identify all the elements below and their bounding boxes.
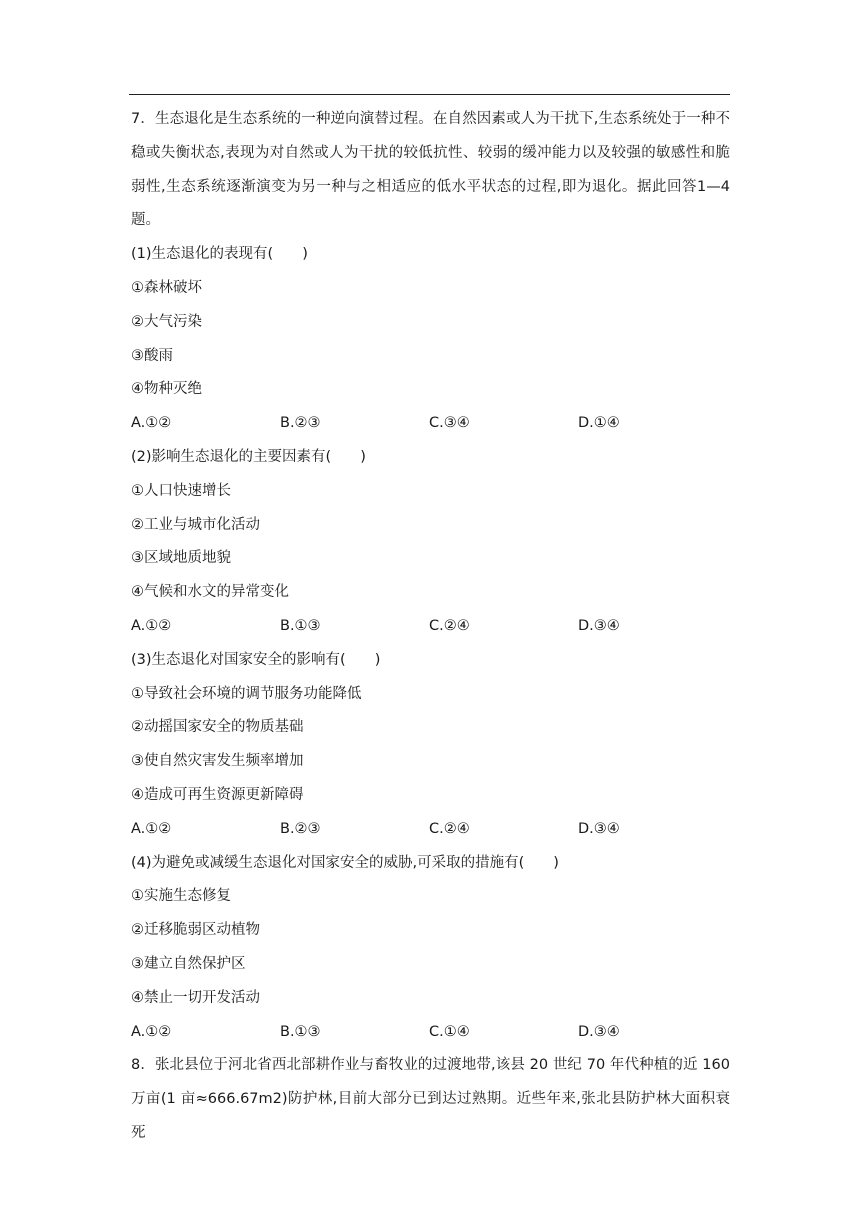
statement-item: ①实施生态修复 <box>131 888 231 905</box>
sub-question-stem: (2)影响生态退化的主要因素有( ) <box>131 448 366 465</box>
option-b: B.①③ <box>280 1023 321 1040</box>
sub-question-3 <box>131 644 730 847</box>
option-a: A.①② <box>131 415 172 432</box>
statement-item: ③使自然灾害发生频率增加 <box>131 753 304 770</box>
option-c: C.②④ <box>429 820 470 837</box>
option-b: B.①③ <box>280 617 321 634</box>
option-a: A.①② <box>131 617 172 634</box>
sub-question-2 <box>131 441 730 644</box>
option-c: C.①④ <box>429 1023 470 1040</box>
sub-question-4 <box>131 847 730 1050</box>
answer-options <box>131 1016 730 1050</box>
statement-item: ③区域地质地貌 <box>131 550 231 567</box>
option-b: B.②③ <box>280 820 321 837</box>
statement-item: ③酸雨 <box>131 347 173 364</box>
statement-item: ④气候和水文的异常变化 <box>131 584 289 601</box>
statement-item: ①人口快速增长 <box>131 482 231 499</box>
option-b: B.②③ <box>280 415 321 432</box>
statement-item: ②迁移脆弱区动植物 <box>131 922 260 939</box>
statement-item: ②工业与城市化活动 <box>131 516 260 533</box>
page-content <box>131 103 730 1151</box>
statement-item: ④物种灭绝 <box>131 381 202 398</box>
option-d: D.③④ <box>578 617 620 634</box>
option-c: C.②④ <box>429 617 470 634</box>
question-8-intro: 8．张北县位于河北省西北部耕作业与畜牧业的过渡地带,该县 20 世纪 70 年代种植的近 160 万亩(1 亩≈666.67m2)防护林,目前大部分已到达过熟期。近些年来,张北县防护林大面积衰死 <box>131 1057 730 1141</box>
header-rule <box>129 94 730 95</box>
sub-question-stem: (4)为避免或减缓生态退化对国家安全的威胁,可采取的措施有( ) <box>131 854 559 871</box>
statement-item: ③建立自然保护区 <box>131 955 246 972</box>
answer-options <box>131 610 730 644</box>
sub-question-1 <box>131 238 730 441</box>
statement-item: ②动摇国家安全的物质基础 <box>131 719 304 736</box>
question-7-intro: 7．生态退化是生态系统的一种逆向演替过程。在自然因素或人为干扰下,生态系统处于一种不稳或失衡状态,表现为对自然或人为干扰的较低抗性、较弱的缓冲能力以及较强的敏感性和脆弱性,生态系统逐渐演变为另一种与之相适应的低水平状态的过程,即为退化。据此回答1—4 题。 <box>131 111 730 229</box>
statement-item: ④禁止一切开发活动 <box>131 989 260 1006</box>
option-c: C.③④ <box>429 415 470 432</box>
option-a: A.①② <box>131 1023 172 1040</box>
answer-options <box>131 813 730 847</box>
option-d: D.③④ <box>578 1023 620 1040</box>
option-d: D.①④ <box>578 415 620 432</box>
option-d: D.③④ <box>578 820 620 837</box>
statement-item: ①森林破坏 <box>131 279 202 296</box>
sub-question-stem: (3)生态退化对国家安全的影响有( ) <box>131 651 381 668</box>
answer-options <box>131 407 730 441</box>
statement-item: ①导致社会环境的调节服务功能降低 <box>131 685 362 702</box>
statement-item: ②大气污染 <box>131 313 202 330</box>
statement-item: ④造成可再生资源更新障碍 <box>131 786 304 803</box>
option-a: A.①② <box>131 820 172 837</box>
sub-question-stem: (1)生态退化的表现有( ) <box>131 246 308 263</box>
